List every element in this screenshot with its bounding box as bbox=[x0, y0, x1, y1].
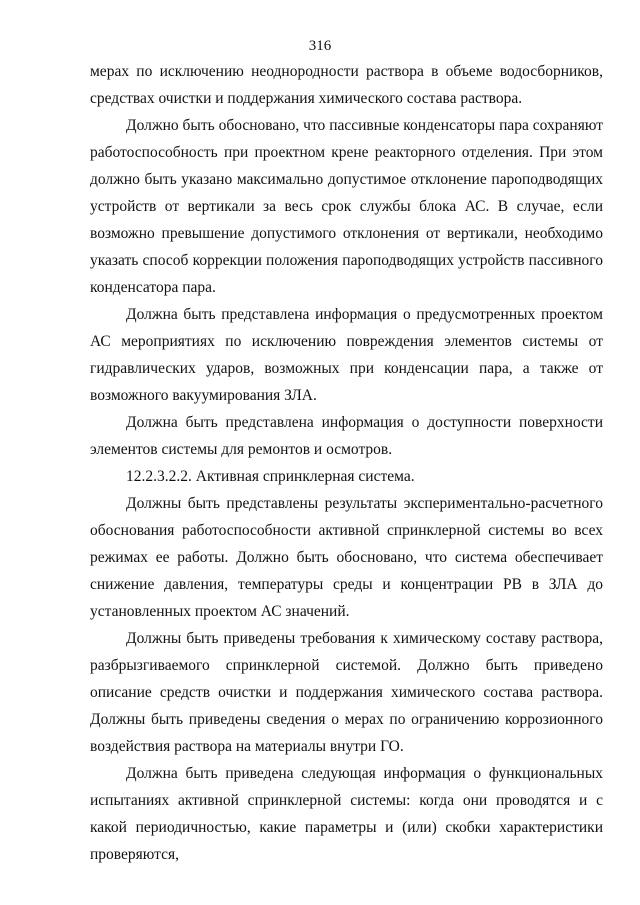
paragraph-water-hammer: Должна быть представлена информация о предусмотренных проектом АС мероприятиях по исключению повреждения элементов системы от гидравлических ударов, возможных при конденсации пара, а также от возможного вакуумирования ЗЛА. bbox=[90, 306, 603, 404]
page-number: 316 bbox=[308, 38, 332, 54]
paragraph-passive-condensers: Должно быть обосновано, что пассивные конденсаторы пара сохраняют работоспособность при проектном крене реакторного отделения. При этом должно быть указано максимально допустимое отклонение пароподводящих устройств от вертикали за весь срок службы блока АС. В случае, если возможно превышение допустимого отклонения от вертикали, необходимо указать способ коррекции положения пароподводящих устройств пассивного конденсатора пара. bbox=[90, 117, 603, 296]
paragraph-chemical-requirements: Должны быть приведены требования к химическому составу раствора, разбрызгиваемого спринклерной системой. Должно быть приведено описание средств очистки и поддержания химического состава раствора. Должны быть приведены сведения о мерах по ограничению коррозионного воздействия раствора на материалы внутри ГО. bbox=[90, 630, 603, 755]
paragraph-accessibility: Должна быть представлена информация о доступности поверхности элементов системы для ремонтов и осмотров. bbox=[90, 414, 603, 458]
page-body bbox=[90, 58, 603, 868]
paragraph-sprinkler-justification: Должны быть представлены результаты экспериментально-расчетного обоснования работоспособности активной спринклерной системы во всех режимах ее работы. Должно быть обосновано, что система обеспечивает снижение давления, температуры среды и концентрации РВ в ЗЛА до установленных проектом АС значений. bbox=[90, 495, 603, 620]
section-heading-active-sprinkler: 12.2.3.2.2. Активная спринклерная система. bbox=[126, 468, 415, 485]
paragraph-continuation: мерах по исключению неоднородности раствора в объеме водосборников, средствах очистки и поддержания химического состава раствора. bbox=[90, 63, 603, 107]
paragraph-functional-tests: Должна быть приведена следующая информация о функциональных испытаниях активной спринклерной системы: когда они проводятся и с какой периодичностью, какие параметры и (или) скобки характеристики проверяются, bbox=[90, 765, 603, 863]
